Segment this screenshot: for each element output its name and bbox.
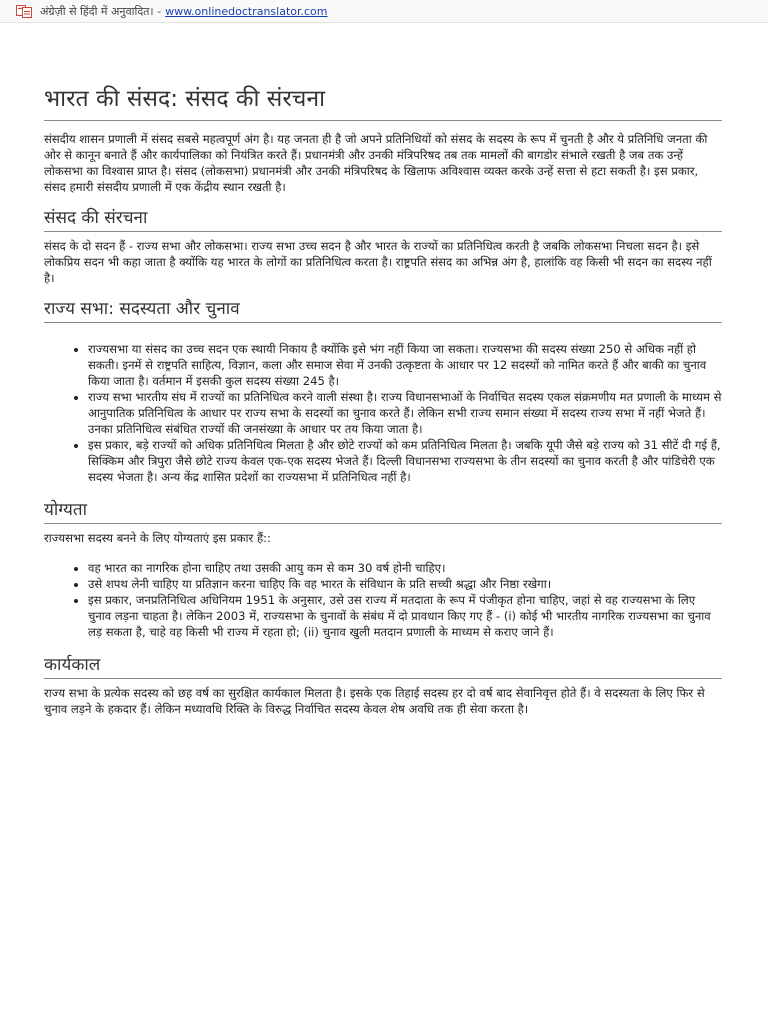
list-item: • वह भारत का नागरिक होना चाहिए तथा उसकी आयु कम से कम 30 वर्ष होनी चाहिए। [88, 560, 722, 576]
list-item: • राज्यसभा या संसद का उच्च सदन एक स्थायी निकाय है क्योंकि इसे भंग नहीं किया जा सकता। राज्यसभा की सदस्य संख्या 250 से अधिक नहीं हो सकती। इनमें से राष्ट्रपति साहित्य, विज्ञान, कला और समाज सेवा में उनकी उत्कृष्टता के आधार पर 12 सदस्यों को नामित करते हैं और बाकी का चुनाव किया जाता है। वर्तमान में इसकी कुल सदस्य संख्या 245 है। [88, 341, 722, 389]
list-item: • इस प्रकार, जनप्रतिनिधित्व अधिनियम 1951 के अनुसार, उसे उस राज्य में मतदाता के रूप में पंजीकृत होना चाहिए, जहां से वह राज्यसभा के लिए चुनाव लड़ना चाहता है। लेकिन 2003 में, राज्यसभा के चुनावों के संबंध में दो प्रावधान किए गए हैं - (i) कोई भी भारतीय नागरिक राज्यसभा का चुनाव लड़ सकता है, चाहे वह किसी भी राज्य में रहता हो; (ii) चुनाव खुली मतदान प्रणाली के माध्यम से कराए जाने हैं। [88, 592, 722, 640]
section-eligibility [44, 497, 722, 640]
section-rajya-sabha [44, 296, 722, 485]
eligibility-list [44, 560, 722, 640]
translation-banner [0, 0, 768, 23]
section-heading-structure: संसद की संरचना [44, 205, 722, 232]
section-heading-term: कार्यकाल [44, 652, 722, 679]
structure-paragraph: संसद के दो सदन हैं - राज्य सभा और लोकसभा। राज्य सभा उच्च सदन है और भारत के राज्यों का प्रतिनिधित्व करती है जबकि लोकसभा निचला सदन है। इसे लोकप्रिय सदन भी कहा जाता है क्योंकि यह भारत के लोगों का प्रतिनिधित्व करता है। राष्ट्रपति संसद का अभिन्न अंग है, हालांकि वह किसी भी सदन का सदस्य नहीं है। [44, 239, 712, 285]
section-heading-rajya-sabha: राज्य सभा: सदस्यता और चुनाव [44, 296, 722, 323]
section-term [44, 652, 722, 717]
list-item: • इस प्रकार, बड़े राज्यों को अधिक प्रतिनिधित्व मिलता है और छोटे राज्यों को कम प्रतिनिधित्व मिलता है। जबकि यूपी जैसे बड़े राज्य को 31 सीटें दी गई हैं, सिक्किम और त्रिपुरा जैसे छोटे राज्य केवल एक-एक सदस्य भेजते हैं। दिल्ली विधानसभा राज्यसभा के तीन सदस्यों का चुनाव करती है और पांडिचेरी एक सदस्य भेजता है। अन्य केंद्र शासित प्रदेशों का राज्यसभा में प्रतिनिधित्व नहीं है। [88, 437, 722, 485]
section-structure [44, 205, 722, 286]
translator-link[interactable]: www.onlinedoctranslator.com [165, 4, 328, 18]
section-heading-eligibility: योग्यता [44, 497, 722, 524]
intro-paragraph: संसदीय शासन प्रणाली में संसद सबसे महत्वपूर्ण अंग है। यह जनता ही है जो अपने प्रतिनिधियों को संसद के सदस्य के रूप में चुनती है और ये प्रतिनिधि जनता की ओर से कानून बनाते हैं और कार्यपालिका को नियंत्रित करते हैं। प्रधानमंत्री और उनकी मंत्रिपरिषद तब तक मामलों की बागडोर संभाले रखती है जब तक उन्हें लोकसभा का विश्वास प्राप्त है। संसद (लोकसभा) प्रधानमंत्री और उनकी मंत्रिपरिषद के खिलाफ अविश्वास व्यक्त करके उन्हें सत्ता से हटा सकती है। इस प्रकार, संसद हमारी संसदीय प्रणाली में एक केंद्रीय स्थान रखती है। [44, 132, 708, 194]
document-page [0, 81, 768, 717]
term-paragraph: राज्य सभा के प्रत्येक सदस्य को छह वर्ष का सुरक्षित कार्यकाल मिलता है। इसके एक तिहाई सदस्य हर दो वर्ष बाद सेवानिवृत्त होते हैं। वे सदस्यता के लिए फिर से चुनाव लड़ने के हकदार हैं। लेकिन मध्यावधि रिक्ति के विरुद्ध निर्वाचित सदस्य केवल शेष अवधि तक ही सेवा करता है। [44, 686, 705, 716]
pdf-translate-icon [16, 5, 32, 18]
eligibility-intro: राज्यसभा सदस्य बनने के लिए योग्यताएं इस प्रकार हैं:: [44, 531, 271, 545]
page-title: भारत की संसद: संसद की संरचना [44, 81, 722, 121]
rajya-sabha-list [44, 341, 722, 485]
list-item: • उसे शपथ लेनी चाहिए या प्रतिज्ञान करना चाहिए कि वह भारत के संविधान के प्रति सच्ची श्रद्धा और निष्ठा रखेगा। [88, 576, 722, 592]
banner-text: अंग्रेज़ी से हिंदी में अनुवादित। - [40, 4, 162, 18]
list-item: • राज्य सभा भारतीय संघ में राज्यों का प्रतिनिधित्व करने वाली संस्था है। राज्य विधानसभाओं के निर्वाचित सदस्य एकल संक्रमणीय मत प्रणाली के माध्यम से आनुपातिक प्रतिनिधित्व के आधार पर राज्य सभा के सदस्यों का चुनाव करते हैं। लेकिन सभी राज्य समान संख्या में सदस्य राज्य सभा में नहीं भेजते हैं। उनका प्रतिनिधित्व संबंधित राज्यों की जनसंख्या के आधार पर तय किया जाता है। [88, 389, 722, 437]
